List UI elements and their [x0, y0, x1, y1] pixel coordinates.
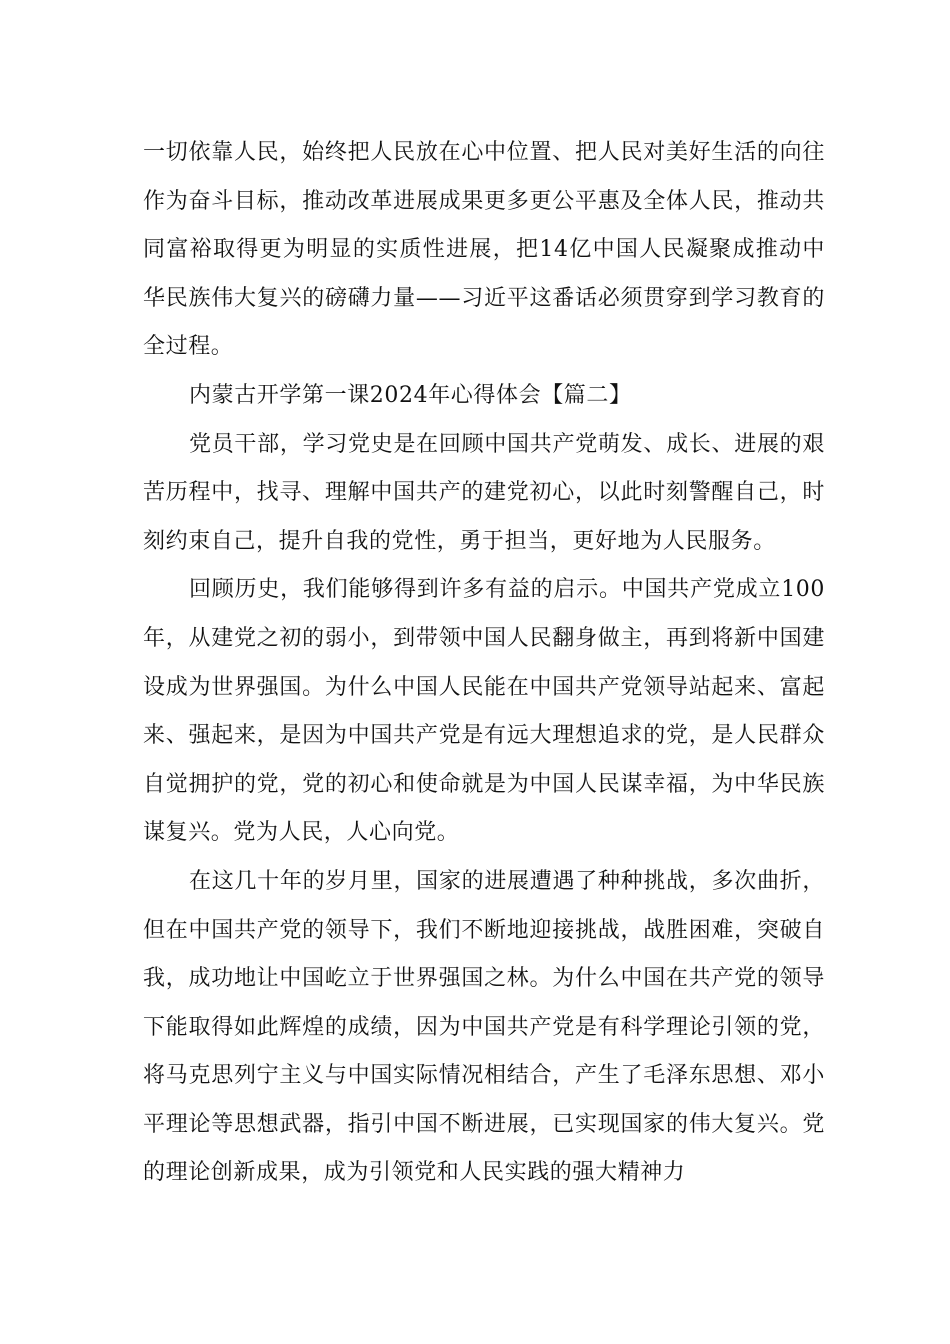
section-heading: 内蒙古开学第一课2024年心得体会【篇二】 [189, 382, 632, 408]
paragraph-party-history: 党员干部，学习党史是在回顾中国共产党萌发、成长、进展的艰苦历程中，找寻、理解中国共产的建党初心，以此时刻警醒自己，时刻约束自己，提升自我的党性，勇于担当，更好地为人民服务。 [143, 431, 825, 554]
paragraph-continuation: 一切依靠人民，始终把人民放在心中位置、把人民对美好生活的向往作为奋斗目标，推动改革进展成果更多更公平惠及全体人民，推动共同富裕取得更为明显的实质性进展，把14亿中国人民凝聚成推动中华民族伟大复兴的磅礴力量——习近平这番话必须贯穿到学习教育的全过程。 [143, 140, 825, 360]
paragraph-review-history: 回顾历史，我们能够得到许多有益的启示。中国共产党成立100年，从建党之初的弱小，到带领中国人民翻身做主，再到将新中国建设成为世界强国。为什么中国人民能在中国共产党领导站起来、富起来、强起来，是因为中国共产党是有远大理想追求的党，是人民群众自觉拥护的党，党的初心和使命就是为中国人民谋幸福，为中华民族谋复兴。党为人民，人心向党。 [143, 577, 825, 846]
paragraph-challenges: 在这几十年的岁月里，国家的进展遭遇了种种挑战，多次曲折，但在中国共产党的领导下，我们不断地迎接挑战，战胜困难，突破自我，成功地让中国屹立于世界强国之林。为什么中国在共产党的领导下能取得如此辉煌的成绩，因为中国共产党是有科学理论引领的党，将马克思列宁主义与中国实际情况相结合，产生了毛泽东思想、邓小平理论等思想武器，指引中国不断进展，已实现国家的伟大复兴。党的理论创新成果，成为引领党和人民实践的强大精神力 [143, 868, 825, 1186]
document-page [143, 129, 825, 1198]
